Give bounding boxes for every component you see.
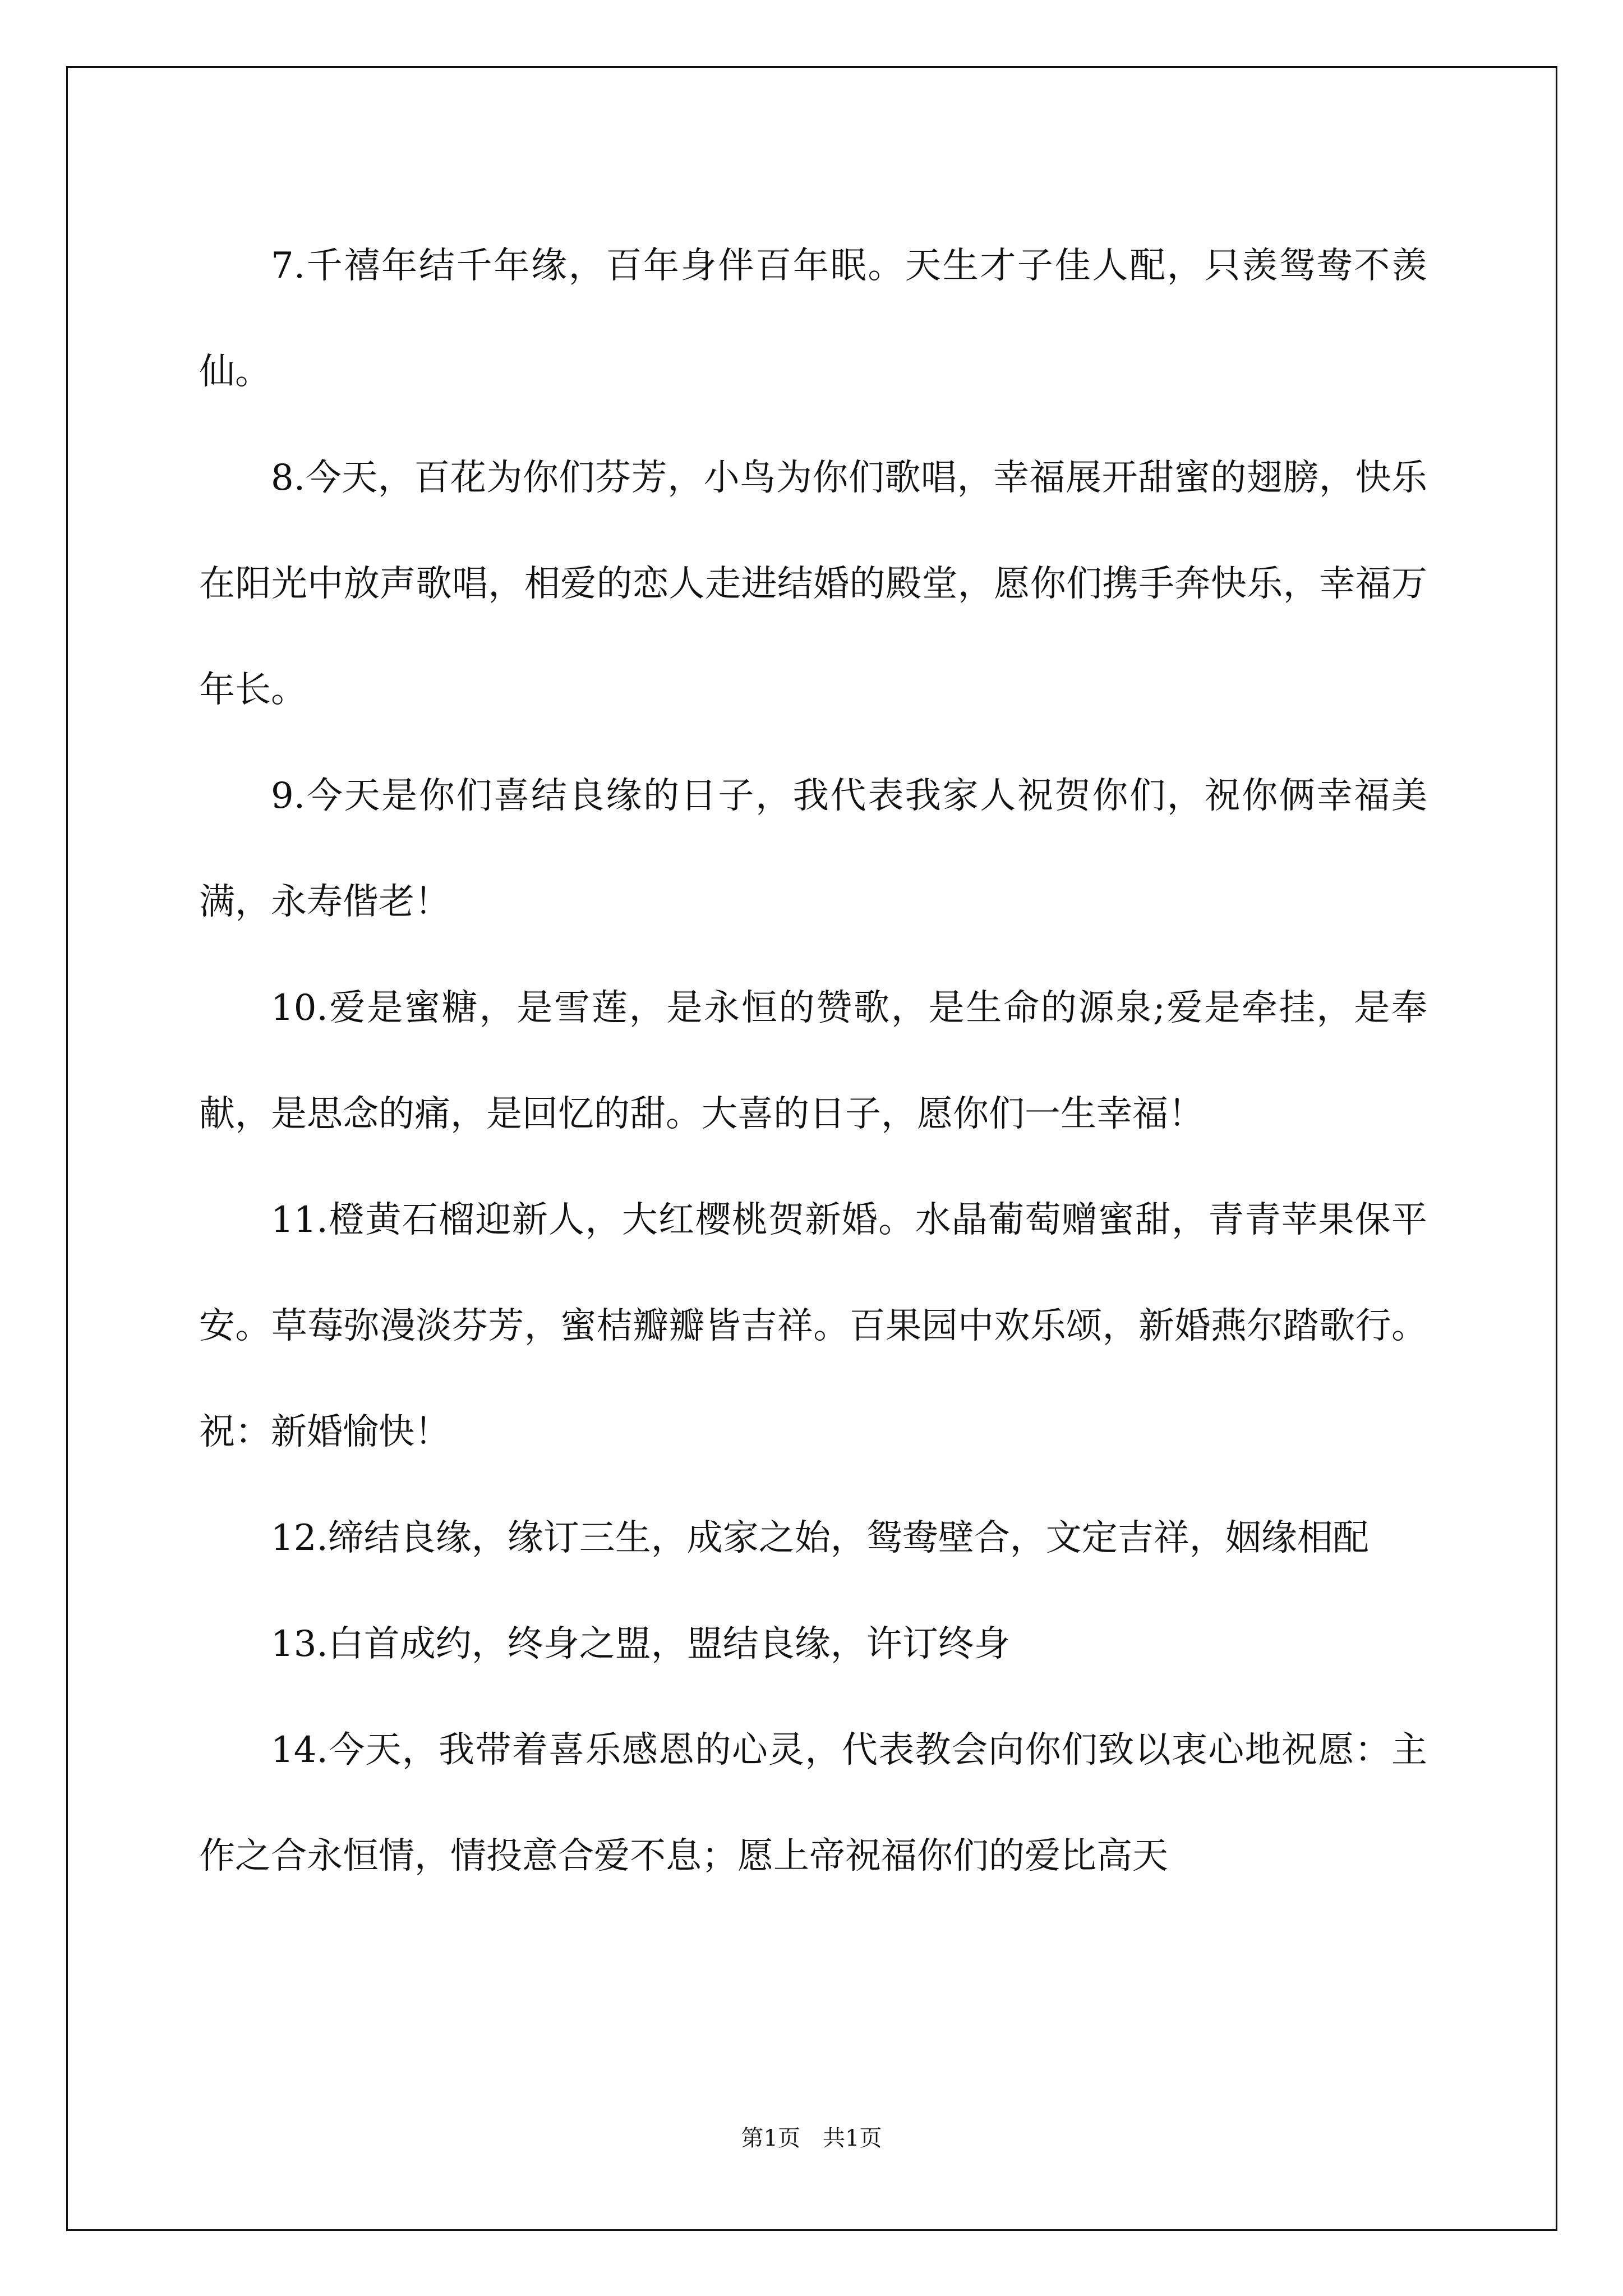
document-body <box>199 213 1427 1910</box>
paragraph-10: 10.爱是蜜糖，是雪莲，是永恒的赞歌，是生命的源泉;爱是牵挂，是奉献，是思念的痛，是回忆的甜。大喜的日子，愿你们一生幸福！ <box>199 987 1427 1135</box>
paragraph-11: 11.橙黄石榴迎新人，大红樱桃贺新婚。水晶葡萄赠蜜甜，青青苹果保平安。草莓弥漫淡芬芳，蜜桔瓣瓣皆吉祥。百果园中欢乐颂，新婚燕尔踏歌行。祝：新婚愉快！ <box>199 1199 1427 1453</box>
paragraph-9: 9.今天是你们喜结良缘的日子，我代表我家人祝贺你们，祝你俩幸福美满，永寿偕老！ <box>199 775 1427 923</box>
page-footer: 第1页 共1页 <box>741 2125 882 2151</box>
paragraph-7: 7.千禧年结千年缘，百年身伴百年眠。天生才子佳人配，只羡鸳鸯不羡仙。 <box>199 245 1427 393</box>
paragraph-8: 8.今天，百花为你们芬芳，小鸟为你们歌唱，幸福展开甜蜜的翅膀，快乐在阳光中放声歌唱，相爱的恋人走进结婚的殿堂，愿你们携手奔快乐，幸福万年长。 <box>199 457 1427 711</box>
paragraph-14: 14.今天，我带着喜乐感恩的心灵，代表教会向你们致以衷心地祝愿：主作之合永恒情，情投意合爱不息；愿上帝祝福你们的爱比高天 <box>199 1729 1427 1877</box>
paragraph-13: 13.白首成约，终身之盟，盟结良缘，许订终身 <box>271 1623 1010 1665</box>
paragraph-12: 12.缔结良缘，缘订三生，成家之始，鸳鸯壁合，文定吉祥，姻缘相配 <box>271 1517 1369 1559</box>
